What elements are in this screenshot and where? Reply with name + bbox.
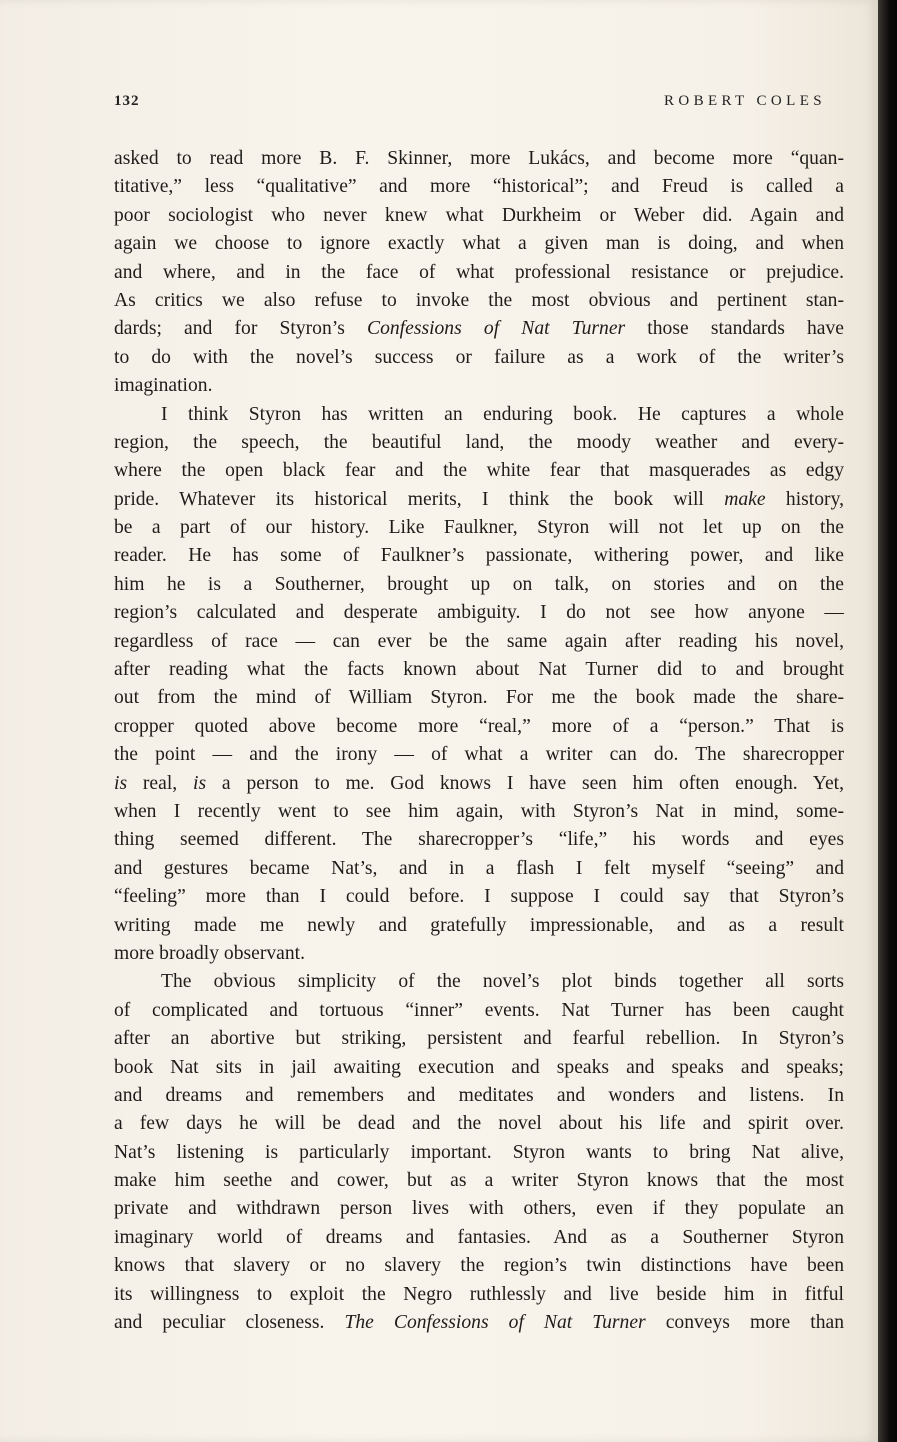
text-line: thing seemed different. The sharecropper’s “life,” his words and eyes	[114, 829, 844, 851]
text-line: and gestures became Nat’s, and in a flash I felt myself “seeing” and	[114, 857, 844, 879]
paragraph	[114, 968, 844, 1337]
text-line: after an abortive but striking, persistent and fearful rebellion. In Styron’s	[114, 1028, 844, 1050]
text-line: him he is a Southerner, brought up on talk, on stories and on the	[114, 573, 844, 595]
page-edge-shadow	[878, 0, 897, 1442]
text-line: and peculiar closeness. The Confessions of Nat Turner conveys more than	[114, 1312, 845, 1334]
text-line: be a part of our history. Like Faulkner, Styron will not let up on the	[114, 517, 844, 539]
text-line: of complicated and tortuous “inner” events. Nat Turner has been caught	[114, 999, 844, 1021]
text-line: out from the mind of William Styron. For me the book made the share-	[114, 687, 844, 709]
text-line: make him seethe and cower, but as a writer Styron knows that the most	[114, 1170, 844, 1192]
paragraph	[114, 401, 844, 969]
text-line: cropper quoted above become more “real,” more of a “person.” That is	[114, 715, 844, 737]
paragraph	[114, 145, 844, 401]
text-line: The obvious simplicity of the novel’s plot binds together all sorts	[161, 971, 844, 993]
text-line: book Nat sits in jail awaiting execution and speaks and speaks and speaks;	[114, 1056, 844, 1078]
running-head: ROBERT COLES	[663, 93, 826, 109]
text-line: its willingness to exploit the Negro ruthlessly and live beside him in fitful	[114, 1283, 844, 1305]
text-line: region, the speech, the beautiful land, the moody weather and every-	[114, 431, 844, 453]
text-line: dards; and for Styron’s Confessions of Nat Turner those standards have	[114, 318, 844, 340]
text-line: imaginary world of dreams and fantasies. And as a Southerner Styron	[114, 1226, 844, 1248]
text-line: region’s calculated and desperate ambiguity. I do not see how anyone —	[114, 602, 844, 624]
text-line: titative,” less “qualitative” and more “historical”; and Freud is called a	[114, 176, 844, 198]
text-line: a few days he will be dead and the novel about his life and spirit over.	[114, 1113, 844, 1135]
text-line: to do with the novel’s success or failure as a work of the writer’s	[114, 346, 844, 368]
text-line: private and withdrawn person lives with others, even if they populate an	[114, 1198, 844, 1220]
text-line: the point — and the irony — of what a writer can do. The sharecropper	[114, 744, 844, 766]
text-line: I think Styron has written an enduring book. He captures a whole	[161, 403, 844, 425]
text-line: more broadly observant.	[114, 942, 305, 964]
text-line: is real, is a person to me. God knows I have seen him often enough. Yet,	[114, 772, 845, 794]
text-line: again we choose to ignore exactly what a given man is doing, and when	[114, 233, 844, 255]
text-line: poor sociologist who never knew what Durkheim or Weber did. Again and	[114, 204, 844, 226]
page-number: 132	[114, 93, 140, 109]
text-line: and where, and in the face of what professional resistance or prejudice.	[114, 261, 844, 283]
text-line: As critics we also refuse to invoke the most obvious and pertinent stan-	[114, 289, 844, 311]
text-line: asked to read more B. F. Skinner, more Lukács, and become more “quan-	[114, 148, 844, 169]
text-line: regardless of race — can ever be the same again after reading his novel,	[114, 630, 844, 652]
body-text	[114, 145, 844, 1337]
text-line: knows that slavery or no slavery the region’s twin distinctions have been	[114, 1255, 844, 1277]
text-line: reader. He has some of Faulkner’s passionate, withering power, and like	[114, 545, 844, 567]
text-line: when I recently went to see him again, with Styron’s Nat in mind, some-	[114, 800, 844, 822]
text-line: writing made me newly and gratefully impressionable, and as a result	[114, 914, 844, 936]
text-line: imagination.	[114, 375, 213, 397]
text-line: Nat’s listening is particularly important. Styron wants to bring Nat alive,	[114, 1141, 844, 1163]
text-line: pride. Whatever its historical merits, I think the book will make history,	[114, 488, 844, 510]
page-header	[114, 93, 826, 115]
text-line: after reading what the facts known about Nat Turner did to and brought	[114, 659, 844, 681]
text-line: “feeling” more than I could before. I suppose I could say that Styron’s	[114, 886, 844, 908]
text-line: and dreams and remembers and meditates and wonders and listens. In	[114, 1084, 844, 1106]
text-line: where the open black fear and the white fear that masquerades as edgy	[114, 460, 844, 482]
